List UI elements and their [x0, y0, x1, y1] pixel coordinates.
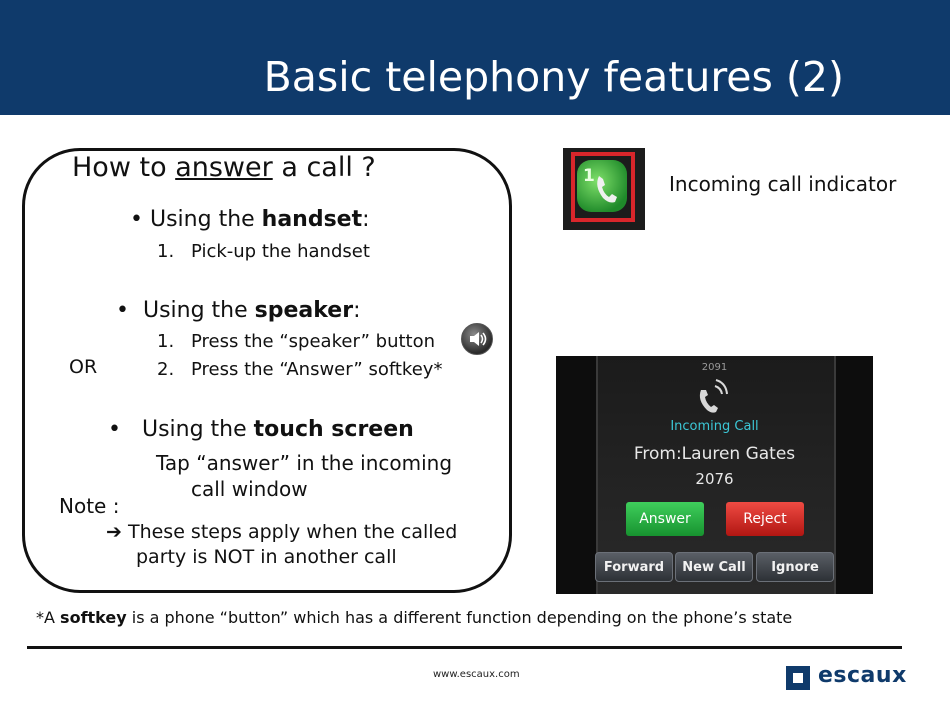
bullet-pre: Using the	[149, 207, 255, 232]
speaker-icon	[461, 323, 493, 355]
phone-status: Incoming Call	[670, 419, 759, 434]
incoming-call-indicator-icon	[563, 148, 645, 230]
speaker-step-1	[157, 331, 435, 352]
logo-mark-icon	[786, 666, 810, 690]
indicator-label: Incoming call indicator	[669, 172, 897, 196]
note-text: These steps apply when the called	[127, 521, 458, 543]
arrow-right-icon: ➔	[106, 521, 122, 543]
bullet-dot: •	[116, 298, 143, 323]
bullet-dot: •	[108, 417, 142, 442]
bullet-key: handset	[261, 207, 363, 232]
slide-title: Basic telephony features (2)	[263, 53, 844, 101]
question-post: a call ?	[281, 152, 376, 183]
reject-button[interactable]: Reject	[726, 502, 804, 536]
answer-button[interactable]: Answer	[626, 502, 704, 536]
step-number: 2.	[157, 359, 175, 380]
phone-caller: From:Lauren Gates	[633, 444, 796, 464]
step-text: Press the “Answer” softkey*	[191, 359, 443, 380]
bullet-pre: Using the	[141, 417, 247, 442]
speaker-glyph	[462, 324, 492, 354]
bullet-key: speaker	[254, 298, 354, 323]
phone-extension: 2091	[701, 362, 728, 373]
footnote-pre: *A	[36, 608, 55, 627]
note-line-2: party is NOT in another call	[136, 546, 397, 568]
or-label: OR	[69, 356, 98, 378]
new-call-softkey[interactable]: New Call	[675, 552, 753, 582]
question-pre: How to	[72, 152, 167, 183]
touch-line-2: call window	[191, 477, 308, 501]
bullet-handset	[130, 207, 370, 232]
step-text: Pick-up the handset	[191, 241, 370, 262]
step-number: 1.	[157, 331, 175, 352]
logo-wordmark: escaux	[818, 663, 907, 688]
handset-step-1	[157, 241, 370, 262]
footnote	[36, 608, 792, 627]
header-bar	[0, 0, 950, 115]
phone-screen	[556, 356, 873, 594]
phone-caller-number: 2076	[695, 470, 734, 488]
bullet-touch	[108, 417, 414, 442]
note-label: Note :	[59, 494, 120, 518]
question-key: answer	[175, 152, 273, 183]
footnote-post: is a phone “button” which has a different function depending on the phone’s state	[131, 608, 793, 627]
step-number: 1.	[157, 241, 175, 262]
forward-softkey[interactable]: Forward	[595, 552, 673, 582]
footnote-key: softkey	[60, 608, 127, 627]
note-line-1	[106, 521, 457, 543]
bullet-speaker	[116, 298, 361, 323]
bullet-pre: Using the	[142, 298, 248, 323]
footer-url[interactable]: www.escaux.com	[433, 669, 520, 680]
bullet-key: touch screen	[253, 417, 414, 442]
speaker-step-2	[157, 359, 442, 380]
step-text: Press the “speaker” button	[191, 331, 436, 352]
ignore-softkey[interactable]: Ignore	[756, 552, 834, 582]
handset-icon	[593, 172, 623, 206]
bullet-post: :	[362, 207, 370, 232]
bullet-dot: •	[130, 207, 150, 232]
incoming-handset-icon	[691, 376, 735, 416]
bullet-post: :	[353, 298, 361, 323]
indicator-count: 1	[583, 166, 595, 186]
touch-line-1: Tap “answer” in the incoming	[156, 451, 453, 475]
question-heading	[72, 152, 376, 183]
footer-divider	[27, 646, 902, 649]
